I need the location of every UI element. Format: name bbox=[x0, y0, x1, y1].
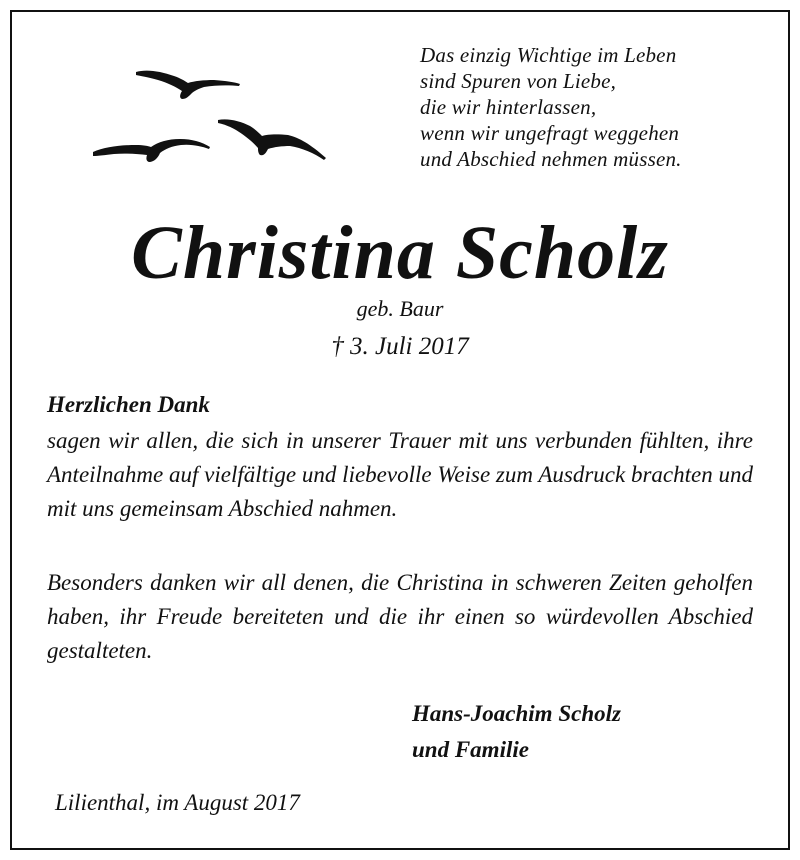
poem-line: Das einzig Wichtige im Leben bbox=[420, 43, 677, 67]
poem-line: und Abschied nehmen müssen. bbox=[420, 147, 682, 171]
thanks-paragraph-2: Besonders danken wir all denen, die Christina in schweren Zeiten geholfen haben, ihr Freude bereiteten und die ihr einen so würdevollen Abschied gestalteten. bbox=[47, 570, 753, 663]
poem-line: wenn wir ungefragt weggehen bbox=[420, 121, 680, 145]
death-date: † 3. Juli 2017 bbox=[331, 333, 469, 360]
maiden-name: geb. Baur bbox=[356, 296, 444, 321]
thanks-paragraph-1: sagen wir allen, die sich in unserer Trauer mit uns verbunden fühlten, ihre Anteilnahme auf vielfältige und liebevolle Weise zum Ausdruck brachten und mit uns gemeinsam Abschied nahmen. bbox=[47, 428, 753, 521]
signature-name: Hans-Joachim Scholz bbox=[412, 701, 621, 726]
poem-line: sind Spuren von Liebe, bbox=[420, 69, 617, 93]
flying-birds-icon bbox=[88, 60, 338, 170]
bird-icon bbox=[136, 71, 240, 99]
place-date: Lilienthal, im August 2017 bbox=[55, 790, 300, 815]
signature bbox=[412, 696, 621, 768]
signature-family: und Familie bbox=[412, 737, 529, 762]
poem bbox=[420, 42, 682, 172]
thanks-heading: Herzlichen Dank bbox=[47, 392, 210, 417]
deceased-name: Christina Scholz bbox=[131, 211, 669, 295]
bird-icon bbox=[218, 119, 326, 160]
bird-icon bbox=[93, 139, 210, 162]
poem-line: die wir hinterlassen, bbox=[420, 95, 597, 119]
